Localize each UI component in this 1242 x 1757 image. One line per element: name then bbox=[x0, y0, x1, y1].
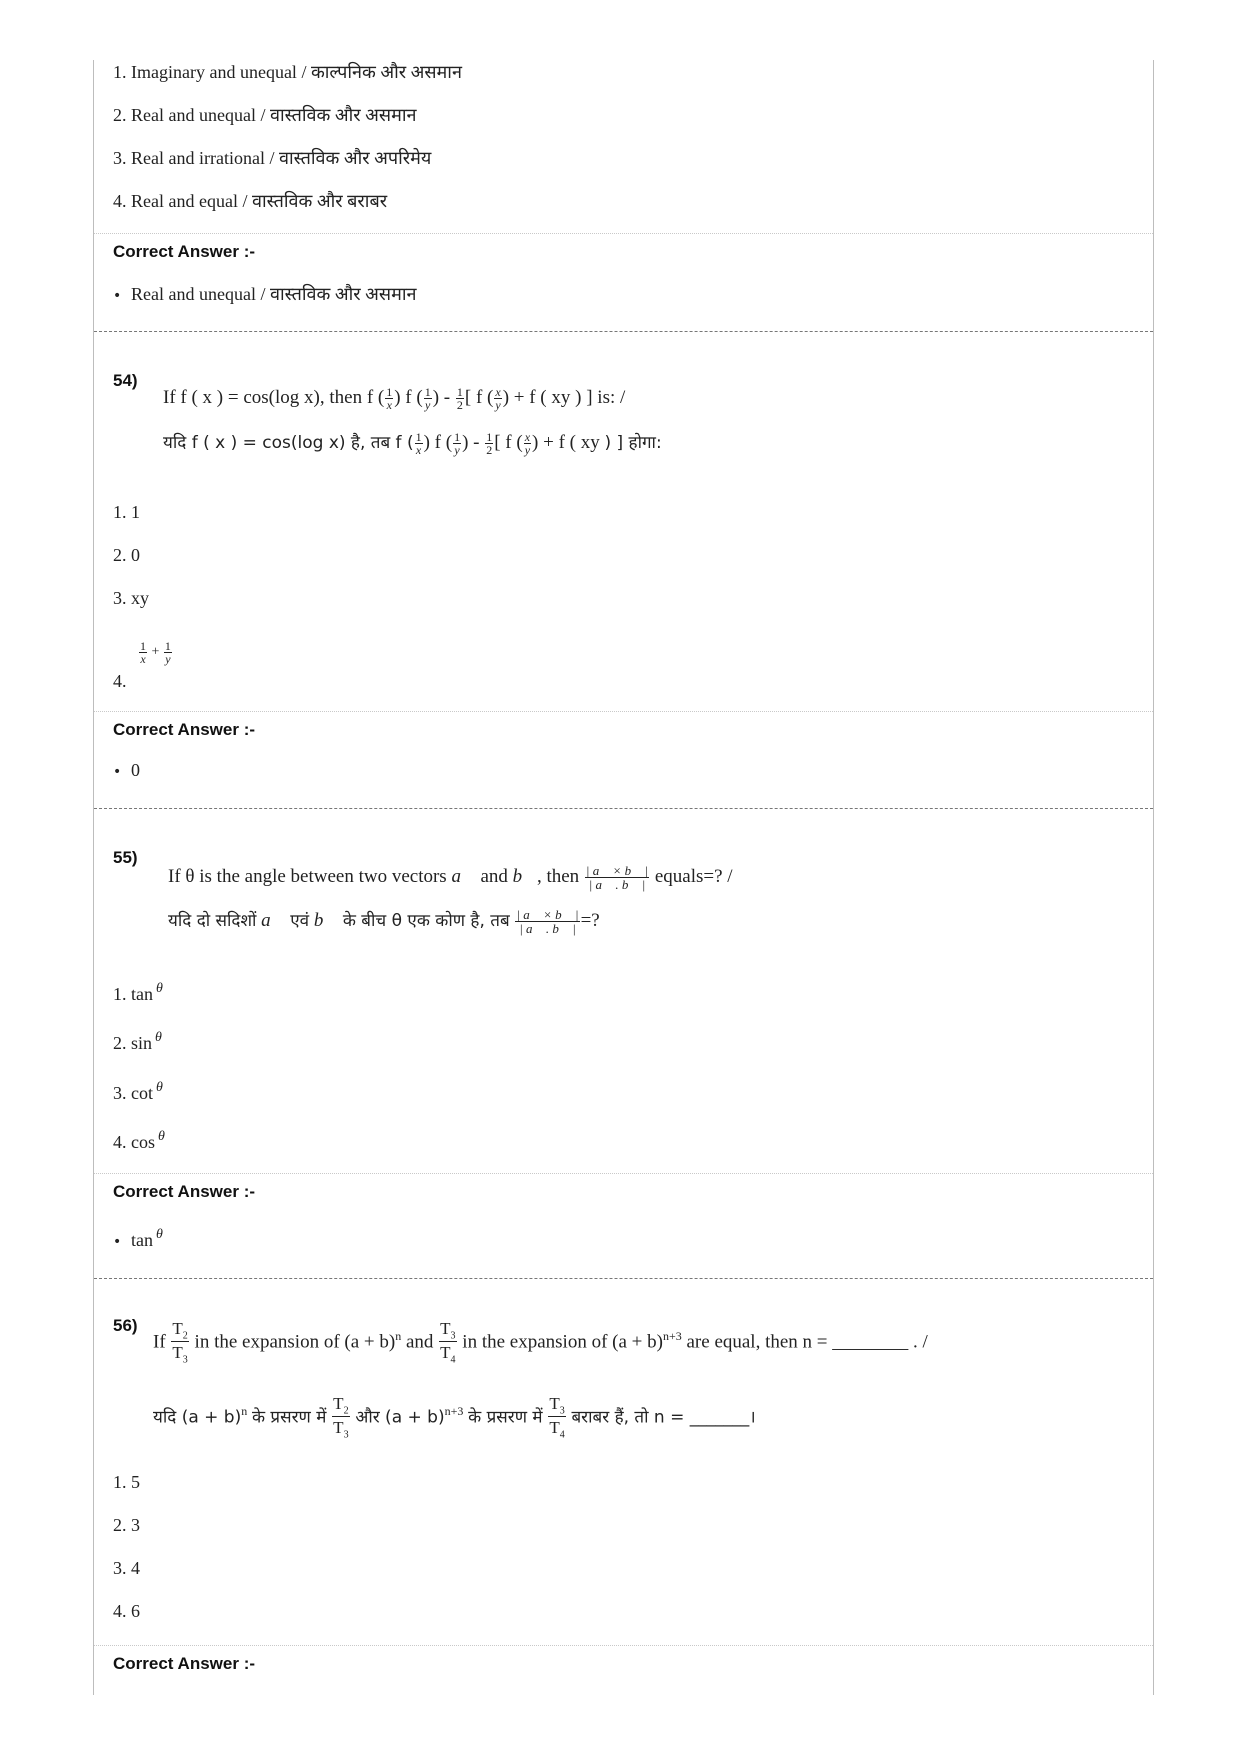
q53-option-2: 2. Real and unequal / वास्तविक और असमान bbox=[113, 105, 417, 125]
question-separator bbox=[94, 1278, 1153, 1279]
fraction: $\frac{1}{y}$ bbox=[424, 385, 431, 412]
q56-en-if: If bbox=[153, 1331, 166, 1353]
bullet-icon: • bbox=[113, 764, 122, 780]
divider bbox=[94, 233, 1153, 234]
correct-answer-label: Correct Answer :- bbox=[113, 1182, 256, 1201]
fraction: $\frac{| a⃗ \times b⃗ |}{| a⃗ . b⃗ |}$ bbox=[516, 907, 579, 937]
q53-option-3: 3. Real and irrational / वास्तविक और अपरिमेय bbox=[113, 148, 432, 168]
q55-en-then: , then bbox=[536, 865, 580, 887]
q54-en-prefix: If f ( x ) = cos(log x), then f ( bbox=[163, 386, 385, 408]
fraction: $\frac{x}{y}$ bbox=[524, 430, 531, 458]
fraction: $\frac{1}{x}$ bbox=[415, 430, 422, 458]
q55-hi-prefix: यदि दो सदिशों bbox=[168, 911, 257, 931]
divider bbox=[94, 1173, 1153, 1174]
q56-hi-suffix: बराबर हैं, तो n = _______। bbox=[571, 1407, 756, 1428]
q55-option-2-text: 2. sin bbox=[113, 1033, 153, 1053]
bullet-icon: • bbox=[113, 288, 122, 304]
fraction: $\frac{1}{y}$ bbox=[164, 639, 171, 666]
correct-answer-label: Correct Answer :- bbox=[113, 242, 256, 261]
q55-hi-rest: के बीच θ एक कोण है, तब bbox=[342, 911, 510, 931]
q56-option-2: 2. 3 bbox=[113, 1515, 140, 1535]
fraction: $\frac{T_3}{T_4}$ bbox=[440, 1319, 456, 1366]
fraction: $\frac{T_2}{T_3}$ bbox=[333, 1394, 349, 1441]
q56-question-hi: यदि $(a + b)^n$ के प्रसरण में $\frac{T_2}{T_3}$ और $(a + b)^{n+3}$ के प्रसरण में $\frac{T_3}{T_4}$ बराबर हैं, तो n = _______। bbox=[153, 1394, 756, 1441]
q54-option-2: 2. 0 bbox=[113, 545, 140, 565]
q56-option-4: 4. 6 bbox=[113, 1601, 140, 1621]
theta-symbol: θ bbox=[158, 1129, 165, 1144]
divider bbox=[94, 711, 1153, 712]
q54-option-4: 4. bbox=[113, 671, 127, 691]
correct-answer-label: Correct Answer :- bbox=[113, 720, 256, 739]
q55-option-4-text: 4. cos bbox=[113, 1132, 155, 1152]
q55-en-suffix: equals=? / bbox=[654, 865, 733, 887]
q55-number: 55) bbox=[113, 848, 138, 867]
question-separator bbox=[94, 331, 1153, 332]
q54-hi-suffix: ) ] होगा: bbox=[604, 433, 662, 453]
q55-correct-answer-text: tan bbox=[131, 1230, 153, 1250]
question-separator bbox=[94, 808, 1153, 809]
q56-option-3: 3. 4 bbox=[113, 1558, 140, 1578]
q55-hi-suffix: =? bbox=[580, 910, 600, 931]
theta-symbol: θ bbox=[155, 1030, 162, 1045]
fraction: $\frac{x}{y}$ bbox=[495, 385, 501, 412]
fraction: $\frac{1}{2}$ bbox=[456, 385, 463, 412]
q54-number: 54) bbox=[113, 371, 138, 390]
q54-correct-answer bbox=[113, 760, 140, 781]
q56-option-1: 1. 5 bbox=[113, 1472, 140, 1492]
q55-option-2 bbox=[113, 1030, 162, 1054]
q56-en-mid2: in the expansion of (a + b) bbox=[462, 1331, 663, 1353]
q54-option-3: 3. xy bbox=[113, 588, 149, 608]
q53-option-1: 1. Imaginary and unequal / काल्पनिक और असमान bbox=[113, 62, 462, 82]
q53-option-4: 4. Real and equal / वास्तविक और बराबर bbox=[113, 191, 388, 211]
q55-question-en: If θ is the angle between two vectors a⃗ and b⃗, then $\frac{| a⃗ \times b⃗ |}{| a⃗ . b⃗ |}$ equals=? / bbox=[168, 863, 733, 892]
fraction: $\frac{1}{2}$ bbox=[486, 430, 493, 458]
fraction: $\frac{1}{x}$ bbox=[386, 385, 393, 412]
page-frame-left bbox=[93, 60, 94, 1695]
q55-option-3-text: 3. cot bbox=[113, 1083, 153, 1103]
fraction: $\frac{1}{y}$ bbox=[454, 430, 461, 458]
q55-option-3 bbox=[113, 1080, 163, 1104]
q55-option-1 bbox=[113, 981, 163, 1005]
q56-number: 56) bbox=[113, 1316, 138, 1335]
q54-question-hi: यदि f ( x ) = cos(log x) है, तब f ( $\frac{1}{x}$ ) f ( $\frac{1}{y}$ ) - $\frac{1}{2}$ [ f ( $\frac{x}{y}$ ) + f ( xy ) ] होगा: bbox=[163, 430, 662, 458]
q56-en-mid: in the expansion of (a + b) bbox=[194, 1331, 396, 1353]
q56-en-suffix: are equal, then n = ________ . / bbox=[686, 1331, 928, 1353]
fraction: $\frac{T_3}{T_4}$ bbox=[549, 1394, 565, 1441]
q56-en-and: and bbox=[405, 1331, 434, 1353]
q55-hi-mid: एवं bbox=[290, 911, 310, 931]
q55-en-prefix: If θ is the angle between two vectors bbox=[168, 865, 447, 887]
q54-question-en: If f ( x ) = cos(log x), then f ( $\frac{1}{x}$ ) f ( $\frac{1}{y}$ ) - $\frac{1}{2}$ [ f ( $\frac{x}{y}$ ) + f ( xy ) ] is: / bbox=[163, 385, 626, 412]
theta-symbol: θ bbox=[156, 1227, 163, 1242]
q56-hi-and: और (a + b) bbox=[355, 1407, 445, 1428]
q54-hi-prefix: यदि f ( x ) = cos(log x) है, तब f ( bbox=[163, 433, 414, 453]
q54-option-1: 1. 1 bbox=[113, 502, 140, 522]
q55-option-4 bbox=[113, 1129, 165, 1153]
bullet-icon: • bbox=[113, 1234, 122, 1250]
q56-hi-mid: के प्रसरण में bbox=[251, 1407, 327, 1428]
theta-symbol: θ bbox=[156, 1080, 163, 1095]
q56-hi-prefix: यदि (a + b) bbox=[153, 1407, 242, 1428]
q55-correct-answer bbox=[113, 1227, 163, 1251]
theta-symbol: θ bbox=[156, 981, 163, 996]
q54-correct-answer-text: 0 bbox=[131, 760, 140, 780]
fraction: $\frac{1}{x}$ bbox=[140, 639, 146, 666]
fraction: $\frac{| a⃗ \times b⃗ |}{| a⃗ . b⃗ |}$ bbox=[585, 863, 649, 892]
q54-option-4-expression: $\frac{1}{x}$ + $\frac{1}{y}$ bbox=[140, 639, 171, 666]
q55-option-1-text: 1. tan bbox=[113, 984, 153, 1004]
correct-answer-label: Correct Answer :- bbox=[113, 1654, 256, 1673]
q54-en-suffix: ) ] is: / bbox=[575, 386, 626, 408]
q56-hi-mid2: के प्रसरण में bbox=[468, 1407, 543, 1428]
page-frame-right bbox=[1153, 60, 1154, 1695]
q55-en-mid: and bbox=[480, 865, 508, 887]
q55-question-hi: यदि दो सदिशों a⃗ एवं b⃗ के बीच θ एक कोण है, तब $\frac{| a⃗ \times b⃗ |}{| a⃗ . b⃗ |}$ =? bbox=[168, 907, 600, 937]
divider bbox=[94, 1645, 1153, 1646]
q56-question-en: If $\frac{T_2}{T_3}$ in the expansion of $(a + b)^n$ and $\frac{T_3}{T_4}$ in the expansion of $(a + b)^{n+3}$ are equal, then n = ________ . / bbox=[153, 1319, 928, 1366]
q53-correct-answer bbox=[113, 282, 417, 306]
fraction: $\frac{T_2}{T_3}$ bbox=[172, 1319, 188, 1366]
q53-correct-answer-text: Real and unequal / वास्तविक और असमान bbox=[131, 284, 417, 304]
